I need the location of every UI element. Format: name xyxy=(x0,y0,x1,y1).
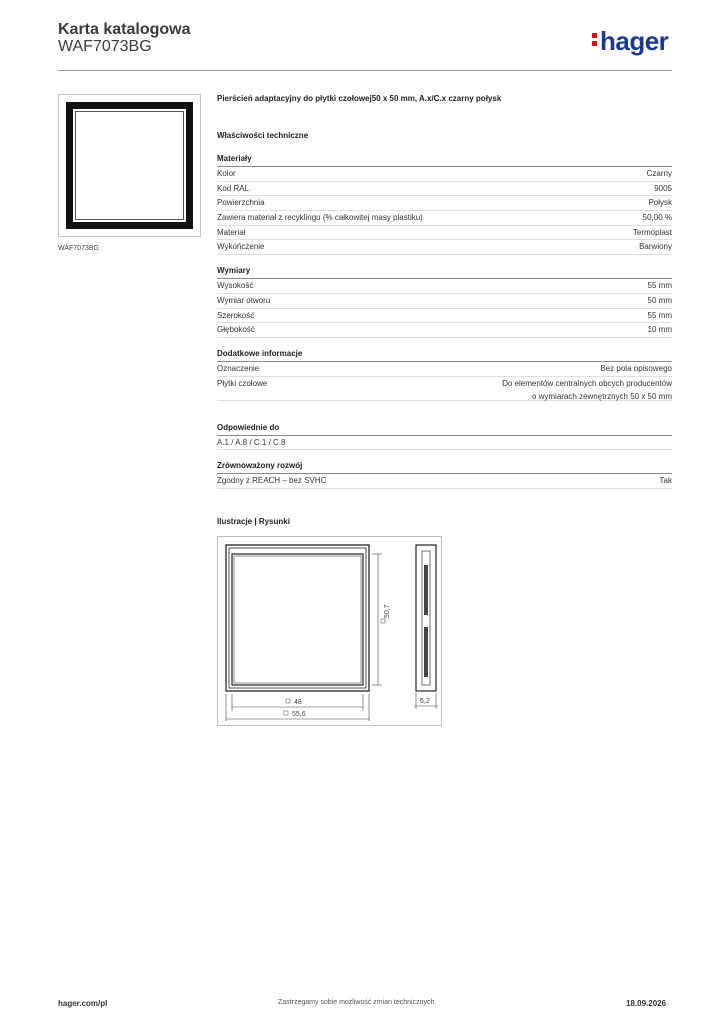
height-dimension-label: 50,7 xyxy=(384,604,391,618)
table-row: A.1 / A.8 / C.1 / C.8 xyxy=(217,436,672,451)
square-symbol-icon xyxy=(381,619,385,623)
table-row: Powierzchnia Połysk xyxy=(217,196,672,211)
square-symbol-icon xyxy=(284,711,288,715)
dimension-drawing xyxy=(218,537,443,727)
group-title: Dodatkowe informacje xyxy=(217,349,672,362)
outer-frame-outline xyxy=(226,545,369,691)
group-title: Wymiary xyxy=(217,266,672,279)
header-divider xyxy=(58,70,672,71)
group-materials xyxy=(217,154,672,255)
group-additional-info xyxy=(217,349,672,401)
footer-disclaimer: Zastrzegamy sobie możliwość zmian technicznych xyxy=(278,999,435,1006)
inner-width-label: 48 xyxy=(294,699,302,706)
table-row: Zgodny z REACH – bez SVHC Tak xyxy=(217,474,672,489)
table-row: Wykończenie Barwiony xyxy=(217,240,672,255)
product-image xyxy=(58,94,201,237)
group-sustainability xyxy=(217,461,672,489)
table-row: Oznaczenie Bez pola opisowego xyxy=(217,362,672,377)
product-title: Pierścień adaptacyjny do płytki czołowej50 x 50 mm, A.x/C.x czarny połysk xyxy=(217,94,502,103)
document-title: Karta katalogowa xyxy=(58,21,191,38)
logo-text: hager xyxy=(600,26,669,56)
group-title: Materiały xyxy=(217,154,672,167)
product-code: WAF7073BG xyxy=(58,38,152,55)
adapter-ring-picture xyxy=(66,102,193,229)
depth-dimension-label: 6,2 xyxy=(420,698,430,705)
group-title: Odpowiednie do xyxy=(217,423,672,436)
table-row: Materiał Termoplast xyxy=(217,226,672,241)
section-title: Właściwości techniczne xyxy=(217,131,309,140)
specification-column xyxy=(217,94,672,489)
technical-drawing xyxy=(217,536,442,726)
inner-opening-outline xyxy=(232,554,363,685)
table-row: Zawiera materiał z recyklingu (% całkowitej masy plastiku) 50,00 % xyxy=(217,211,672,226)
footer-date: 18.09.2026 xyxy=(626,999,667,1008)
hager-logo xyxy=(592,26,668,57)
square-symbol-icon xyxy=(286,699,290,703)
group-title: Zrównoważony rozwój xyxy=(217,461,672,474)
table-row: Głębokość 10 mm xyxy=(217,323,672,338)
table-row: Płytki czołowe Do elementów centralnych obcych producentów o wymiarach zewnętrznych 50 x 50 mm xyxy=(217,378,672,401)
logo-dots-icon xyxy=(592,30,598,48)
table-row: Kod RAL 9005 xyxy=(217,182,672,197)
table-row: Wysokość 55 mm xyxy=(217,279,672,294)
table-row: Kolor Czarny xyxy=(217,167,672,182)
table-row: Szerokość 55 mm xyxy=(217,309,672,324)
footer-website-link[interactable]: hager.com/pl xyxy=(58,999,108,1008)
product-image-caption: WAF7073BG xyxy=(58,245,99,252)
outer-width-label: 55,6 xyxy=(292,711,306,718)
table-row: Wymiar otworu 50 mm xyxy=(217,294,672,309)
group-dimensions xyxy=(217,266,672,338)
illustrations-title: Ilustracje | Rysunki xyxy=(217,517,290,526)
group-compatible-with xyxy=(217,423,672,451)
